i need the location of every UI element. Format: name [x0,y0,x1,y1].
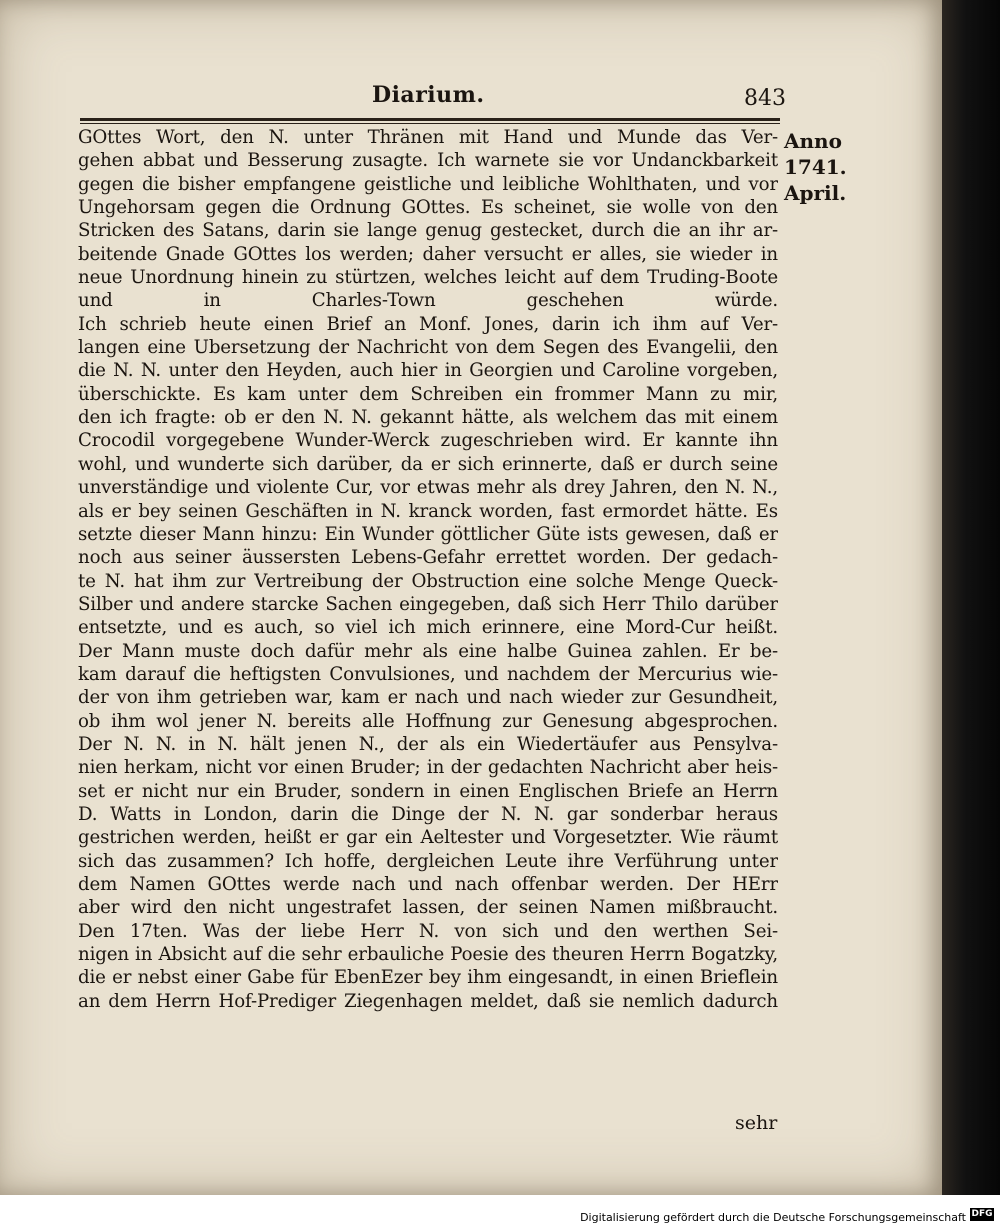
text-line: die er nebst einer Gabe für EbenEzer bey ihm eingesandt, in einen Brieflein [78,967,778,989]
text-line: Der Mann muste doch dafür mehr als eine halbe Guinea zahlen. Er be- [78,640,778,662]
text-line: neue Unordnung hinein zu stürtzen, welches leicht auf dem Truding-Boote [78,267,778,289]
text-line: die N. N. unter den Heyden, auch hier in Georgien und Caroline vorgeben, [78,360,778,382]
text-line: und in Charles-Town geschehen würde. [78,290,778,312]
dfg-logo: DFG [971,1209,993,1219]
text-line: dem Namen GOttes werde nach und nach offenbar werden. Der HErr [78,874,778,895]
margin-note-line: Anno [784,129,842,153]
page-number: 843 [744,86,786,111]
header-rule-thin [80,123,780,124]
text-line: te N. hat ihm zur Vertreibung der Obstruction eine solche Menge Queck- [78,570,778,592]
text-line: noch aus seiner äussersten Lebens-Gefahr errettet worden. Der gedach- [78,547,778,569]
text-line: aber wird den nicht ungestrafet lassen, der seinen Namen mißbraucht. [78,897,778,919]
text-line: nien herkam, nicht vor einen Bruder; in der gedachten Nachricht aber heis- [78,757,778,779]
text-line: set er nicht nur ein Bruder, sondern in einen Englischen Briefe an Herrn [78,780,778,802]
text-line: Der N. N. in N. hält jenen N., der als ein Wiedertäufer aus Pensylva- [78,733,778,755]
text-line: unverständige und violente Cur, vor etwas mehr als drey Jahren, den N. N., [78,477,778,499]
text-line: Silber und andere starcke Sachen eingegeben, daß sich Herr Thilo darüber [78,593,778,615]
text-line: Stricken des Satans, darin sie lange genug gestecket, durch die an ihr ar- [78,220,778,242]
text-line: langen eine Ubersetzung der Nachricht von dem Segen des Evangelii, den [78,337,778,359]
text-line: D. Watts in London, darin die Dinge der N. N. gar sonderbar heraus [78,803,778,825]
text-line: sich das zusammen? Ich hoffe, dergleichen Leute ihre Verführung unter [78,850,778,872]
running-head: Diarium. [372,82,485,108]
text-line: überschickte. Es kam unter dem Schreiben ein frommer Mann zu mir, [78,383,778,405]
page-edge-shadow [942,0,1000,1195]
text-line: entsetzte, und es auch, so viel ich mich erinnere, eine Mord-Cur heißt. [78,617,778,639]
text-line: Ich schrieb heute einen Brief an Monf. Jones, darin ich ihm auf Ver- [78,313,778,335]
text-line: ob ihm wol jener N. bereits alle Hoffnung zur Genesung abgesprochen. [78,710,778,732]
text-line: gegen die bisher empfangene geistliche und leibliche Wohlthaten, und vor [78,173,778,195]
body-text [78,126,778,1013]
margin-note-line: 1741. [784,155,847,179]
header-rule [80,118,780,121]
text-line: an dem Herrn Hof-Prediger Ziegenhagen meldet, daß sie nemlich dadurch [78,990,778,1012]
text-line: Crocodil vorgegebene Wunder-Werck zugeschrieben wird. Er kannte ihn [78,430,778,452]
text-line: gehen abbat und Besserung zusagte. Ich warnete sie vor Undanckbarkeit [78,150,778,172]
text-line: gestrichen werden, heißt er gar ein Aeltester und Vorgesetzter. Wie räumt [78,827,778,849]
margin-note-line: April. [784,181,847,205]
text-line: kam darauf die heftigsten Convulsiones, und nachdem der Mercurius wie- [78,663,778,685]
text-line: Den 17ten. Was der liebe Herr N. von sich und den werthen Sei- [78,920,778,942]
margin-note [784,128,854,206]
footer-credit: Digitalisierung gefördert durch die Deutsche Forschungsgemeinschaft [580,1211,966,1224]
text-line: den ich fragte: ob er den N. N. gekannt hätte, als welchem das mit einem [78,407,778,429]
text-line: beitende Gnade GOttes los werden; daher versucht er alles, sie wieder in [78,243,778,265]
text-line: als er bey seinen Geschäften in N. kranck worden, fast ermordet hätte. Es [78,500,778,522]
text-line: Ungehorsam gegen die Ordnung GOttes. Es scheinet, sie wolle von den [78,197,778,219]
catchword: sehr [735,1112,778,1134]
text-line: setzte dieser Mann hinzu: Ein Wunder göttlicher Güte ists gewesen, daß er [78,523,778,545]
text-line: GOttes Wort, den N. unter Thränen mit Hand und Munde das Ver- [78,127,778,148]
text-line: der von ihm getrieben war, kam er nach und nach wieder zur Gesundheit, [78,687,778,709]
text-line: nigen in Absicht auf die sehr erbauliche Poesie des theuren Herrn Bogatzky, [78,944,778,966]
text-line: wohl, und wunderte sich darüber, da er sich erinnerte, daß er durch seine [78,453,778,475]
